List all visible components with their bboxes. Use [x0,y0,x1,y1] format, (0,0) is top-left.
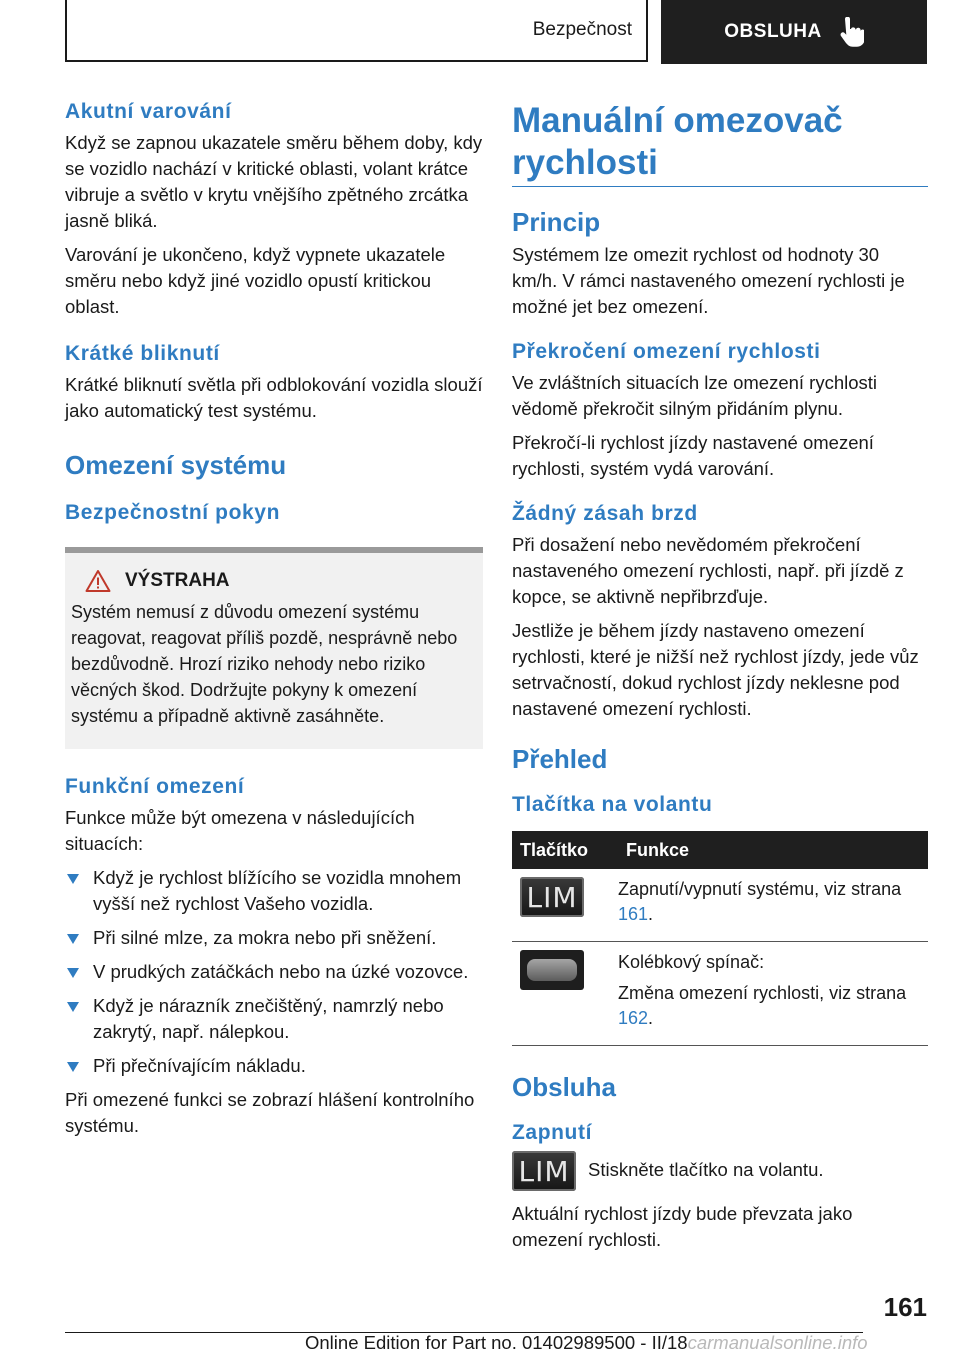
lim-button-icon: LIM [520,877,584,917]
paragraph: Systémem lze omezit rychlost od hodnoty 30 km/h. V rámci nastaveného omezení rychlosti je možné jet bez omezení. [512,244,905,317]
triangle-bullet-icon [67,968,79,978]
heading-acute-warning: Akutní varování [65,100,232,123]
chapter-label: OBSLUHA [724,21,822,42]
list-item: Při přečnívajícím nákladu. [65,1053,483,1079]
paragraph: Když se zapnou ukazatele směru během doby, kdy se vozidlo nachází v kritické oblasti, volant krátce vibruje a světlo v krytu vnějšího zpětného zrcátka jasně bliká. [65,132,483,231]
lim-button-icon: LIM [512,1151,576,1191]
paragraph: Ve zvláštních situacích lze omezení rychlosti vědomě překročit silným přidáním plynu. [512,372,878,419]
paragraph: Při dosažení nebo nevědomém překročení nastaveného omezení rychlosti, např. při jízdě z kopce, se aktivně nepřibrzďuje. [512,534,904,607]
heading-switch-on: Zapnutí [512,1121,593,1144]
warning-title-text: VÝSTRAHA [125,570,230,591]
heading-short-flash: Krátké bliknutí [65,342,220,365]
section-tab: Bezpečnost [65,0,648,62]
chapter-tab [661,0,927,64]
paragraph: Překročí-li rychlost jízdy nastavené omezení rychlosti, systém vydá varování. [512,432,874,479]
warning-triangle-icon [85,569,111,593]
heading-overview: Přehled [512,744,608,774]
page-header [65,0,927,64]
heading-operation: Obsluha [512,1072,617,1102]
right-column [512,100,928,1261]
switch-on-row [512,1151,928,1191]
paragraph: Varování je ukončeno, když vypnete ukazatele směru nebo když jiné vozidlo opustí kritickou oblast. [65,244,446,317]
table-header: Funkce [618,831,928,869]
bullet-list [65,865,483,1079]
heading-safety-note: Bezpečnostní pokyn [65,501,280,524]
paragraph: Funkce může být omezena v následujících situacích: [65,807,415,854]
paragraph: Aktuální rychlost jízdy bude převzata jako omezení rychlosti. [512,1203,853,1250]
watermark: carmanualsonline.info [687,1332,868,1353]
heading-system-limits: Omezení systému [65,450,287,480]
heading-no-braking: Žádný zásah brzd [512,502,698,525]
warning-box [65,547,483,749]
heading-speed-limiter: Manuální omezovač rychlosti [512,100,928,187]
footer-edition: Online Edition for Part no. 01402989500 - II/18carmanualsonline.info [305,1332,868,1353]
list-item: V prudkých zatáčkách nebo na úzké vozovce. [65,959,483,985]
triangle-bullet-icon [67,874,79,884]
page-link[interactable]: 162 [618,1008,649,1028]
table-header: Tlačítko [512,831,618,869]
hand-pointer-icon [836,17,864,47]
paragraph: Stiskněte tlačítko na volantu. [588,1159,824,1180]
triangle-bullet-icon [67,1062,79,1072]
left-column [65,100,483,1147]
heading-exceed-limit: Překročení omezení rychlosti [512,340,821,363]
heading-steering-buttons: Tlačítka na volantu [512,793,713,816]
buttons-table [512,831,928,1046]
heading-principle: Princip [512,207,601,237]
page-link[interactable]: 161 [618,904,649,924]
paragraph: Krátké bliknutí světla při odblokování vozidla slouží jako automatický test systému. [65,374,483,421]
triangle-bullet-icon [67,1002,79,1012]
list-item: Když je nárazník znečištěný, namrzlý nebo zakrytý, např. nálepkou. [65,993,483,1045]
rocker-switch-icon [520,950,584,990]
table-row: LIM Zapnutí/vypnutí systému, viz strana 161. [512,869,928,942]
heading-functional-limits: Funkční omezení [65,775,245,798]
list-item: Když je rychlost blížícího se vozidla mnohem vyšší než rychlost Vašeho vozidla. [65,865,483,917]
table-row: Kolébkový spínač: Změna omezení rychlosti, viz strana 162. [512,942,928,1046]
list-item: Při silné mlze, za mokra nebo při sněžení. [65,925,483,951]
paragraph: Při omezené funkci se zobrazí hlášení kontrolního systému. [65,1089,475,1136]
warning-text: Systém nemusí z důvodu omezení systému reagovat, reagovat příliš pozdě, nesprávně nebo bezdůvodně. Hrozí riziko nehody nebo riziko věcných škod. Dodržujte pokyny k omezení systému a případně aktivně zasáhněte. [71,602,458,726]
warning-title [85,569,477,593]
triangle-bullet-icon [67,934,79,944]
paragraph: Jestliže je během jízdy nastaveno omezení rychlosti, které je nižší než rychlost jízdy, jede vůz setrvačností, dokud rychlost jízdy neklesne pod nastavené omezení rychlosti. [512,620,919,719]
page-number: 161 [883,1292,927,1322]
